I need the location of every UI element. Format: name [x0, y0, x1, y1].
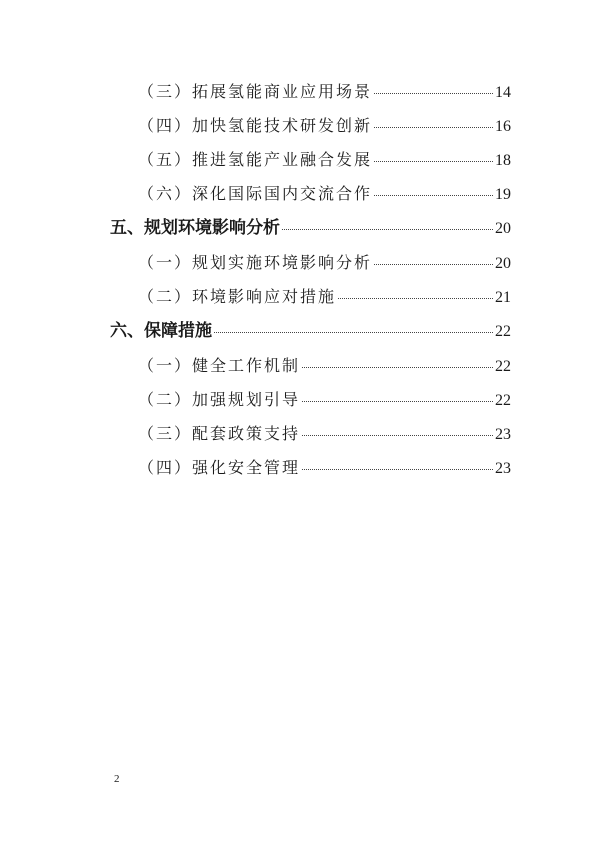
toc-entry-page: 18	[495, 152, 511, 169]
toc-entry-page: 20	[495, 220, 511, 237]
toc-entry[interactable]	[138, 287, 511, 308]
toc-entry-title: （一）规划实施环境影响分析	[138, 253, 373, 272]
toc-entry-title: （二）加强规划引导	[138, 390, 301, 409]
toc-entry-page: 23	[495, 460, 511, 477]
toc-leader-dots	[374, 92, 493, 94]
toc-entry-title: （三）配套政策支持	[138, 424, 301, 443]
toc-entry-page: 21	[495, 289, 511, 306]
toc-entry-title: （三）拓展氢能商业应用场景	[138, 82, 373, 101]
toc-entry-page: 22	[495, 358, 511, 375]
toc-leader-dots	[214, 331, 493, 333]
toc-entry[interactable]	[138, 150, 511, 171]
toc-entry-page: 20	[495, 255, 511, 272]
toc-entry[interactable]	[138, 390, 511, 411]
toc-leader-dots	[374, 160, 493, 162]
toc-entry-title: （四）强化安全管理	[138, 458, 301, 477]
toc-leader-dots	[302, 366, 493, 368]
toc-entry-title: （四）加快氢能技术研发创新	[138, 116, 373, 135]
toc-leader-dots	[302, 400, 493, 402]
toc-entry-page: 22	[495, 323, 511, 340]
toc-chapter-entry[interactable]	[110, 218, 511, 239]
toc-entry[interactable]	[138, 253, 511, 274]
toc-leader-dots	[374, 126, 493, 128]
toc-entry-title: （六）深化国际国内交流合作	[138, 184, 373, 203]
toc-entry-title: 五、规划环境影响分析	[110, 218, 280, 238]
toc-entry-title: （二）环境影响应对措施	[138, 287, 337, 306]
toc-entry-title: 六、保障措施	[110, 321, 212, 341]
toc-entry-page: 19	[495, 186, 511, 203]
toc-entry[interactable]	[138, 82, 511, 103]
page-number: 2	[114, 773, 120, 785]
toc-leader-dots	[282, 228, 493, 230]
toc-entry-page: 23	[495, 426, 511, 443]
toc-entry[interactable]	[138, 424, 511, 445]
toc-entry-page: 14	[495, 84, 511, 101]
toc-entry[interactable]	[138, 356, 511, 377]
toc-entry[interactable]	[138, 458, 511, 479]
toc-leader-dots	[374, 194, 493, 196]
toc-leader-dots	[302, 468, 493, 470]
toc-entry-title: （五）推进氢能产业融合发展	[138, 150, 373, 169]
toc-leader-dots	[338, 297, 493, 299]
toc-entry-title: （一）健全工作机制	[138, 356, 301, 375]
toc-leader-dots	[302, 434, 493, 436]
toc-entry[interactable]	[138, 184, 511, 205]
toc-leader-dots	[374, 263, 493, 265]
toc-entry-page: 22	[495, 392, 511, 409]
toc-entry-page: 16	[495, 118, 511, 135]
toc-chapter-entry[interactable]	[110, 321, 511, 342]
toc-entry[interactable]	[138, 116, 511, 137]
